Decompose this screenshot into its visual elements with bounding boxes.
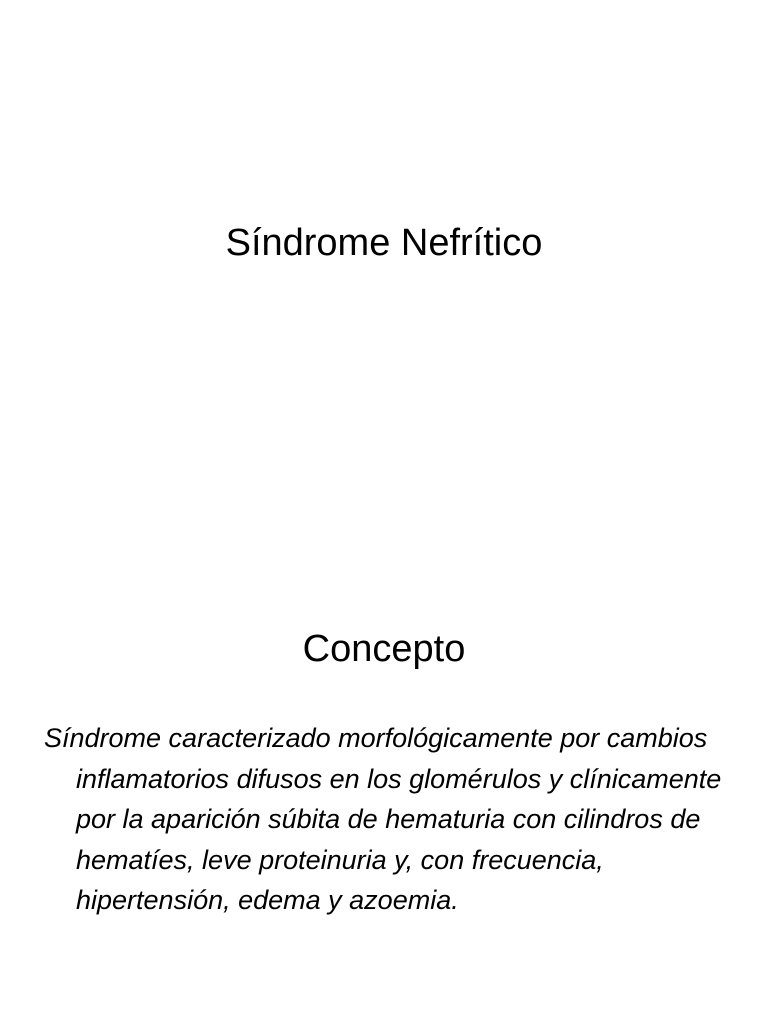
concept-definition-text: Síndrome caracterizado morfológicamente por cambios inflamatorios difusos en los glomérulos y clínicamente por la aparición súbita de hematuria con cilindros de hematíes, leve proteinuria y, con frecuencia, hipertensión, edema y azoemia. xyxy=(44,723,722,915)
slide-title: Síndrome Nefrítico xyxy=(225,222,543,264)
slide-heading: Concepto xyxy=(302,628,466,670)
slide-2 xyxy=(0,512,768,1024)
